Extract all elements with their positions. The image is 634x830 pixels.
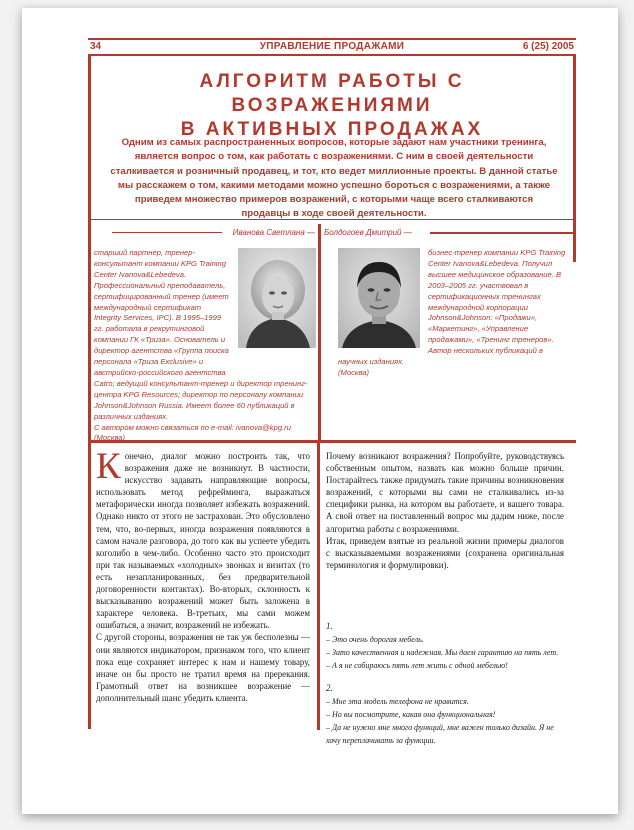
title-line-2: В АКТИВНЫХ ПРОДАЖАХ [180,119,484,140]
body-right-paragraph-2: Итак, приведем взятые из реальной жизни примеры диалогов с высказываемыми возражениями (сохранена оригинальная терминология и формулировки). [326,535,564,570]
author-city-right: (Москва) [338,367,370,377]
body-right-paragraph-1: Почему возникают возражения? Попробуйте, руководствуясь собственным опытом, назвать как можно больше причин. Постарайтесь также придумать такие причины возникновения возражений, с которыми вы сами не сталкивались из-за специфики рынка, на котором вы работаете, и вашего товара. А свой ответ на поставленный вопрос мы дадим ниже, после алгоритма работы с возражениями. [326,451,564,534]
author-contact-left: С автором можно связаться по e-mail: ivanova@kpg.ru [94,422,291,432]
portrait-man-icon [338,248,420,348]
running-header [88,38,576,56]
body-column-right [326,450,564,571]
title-line-1: АЛГОРИТМ РАБОТЫ С ВОЗРАЖЕНИЯМИ [199,71,465,116]
body-left-paragraph-1-text: онечно, диалог можно построить так, что возражения даже не возникнут. В частности, искусство задавать направляющие вопросы, использовать метод рефрейминга, выражаться метафорически иногда позволяет избежать возражений. Однако никто от этого не застрахован. Это обусловлено тем, что, во-первых, иногда возражения появляются в самом начале разговора, до того как вы успеете убедить коголибо в чем-либо. Особенно часто это происходит при так называемых «холодных» звонках и визитах (то есть незапланированных, без предварительной договоренности контактах). Во-вторых, склонность к высказыванию возражений может быть заложена в характере человека. В-третьих, мы сами можем ошибаться, а значит, возражений не избежать. [96,451,310,631]
example-2-line-2: – Но вы посмотрите, какая она функциональная! [326,710,496,719]
section-name: УПРАВЛЕНИЕ ПРОДАЖАМИ [259,41,405,52]
divider-authors-center [318,224,321,440]
portrait-woman-icon [238,248,316,348]
body-left-paragraph-1 [96,446,310,631]
example-2-line-1: – Мне эта модель телефона не нравится. [326,697,469,706]
example-1-line-2: – Зато качественная и надежная. Мы даем гарантию на пять лет. [326,648,559,657]
body-left-paragraph-2: С другой стороны, возражения не так уж бесполезны — они являются индикатором, признаком того, что клиент пока еще сохраняет интерес к нам и нашему товару, иначе он бы просто не тратил время на пререкания. Грамотный ответ на возникшее возражение — дополнительный шанс убедить клиента. [96,632,310,703]
drop-cap: К [96,446,121,487]
author-photo-left [238,248,316,348]
divider-author-names-left [112,232,222,233]
article-lead: Одним из самых распространенных вопросов, которые задают нам участники тренинга, является вопрос о том, как работать с возражениями. С ним в своей деятельности сталкивается и розничный продавец, и тот, кто ведет миллионные проекты. В данной статье мы расскажем о том, какими методами можно успешно бороться с возражениями, а также приведем множество примеров возражений, с которыми чаще всего сталкиваются продавцы в ходе своей деятельности. [110,137,558,220]
author-name-right: Болдогоев Дмитрий — [324,228,412,237]
frame-rule-left [88,56,91,729]
body-column-left [96,446,310,704]
example-1-number: 1. [326,621,333,631]
example-2-line-3: – Да не нужно мне много функций, мне важен только дизайн. Я не хочу переплачивать за функции. [326,723,554,745]
issue-number: 6 (25) 2005 [522,41,574,52]
example-1-line-3: – А я не собираюсь пять лет жить с одной мебелью! [326,661,508,670]
article-title [102,70,562,142]
example-dialogs [326,620,564,747]
author-bio-right-text: бизнес-тренер компании KPG Training Center Ivanova&Lebedeva. Получил высшее медицинское образование. В 2003–2005 гг. участвовал в сертификационных тренингах международной корпорации Johnson&Johnson: «Продажи», «Маркетинг», «Управление продажами», «Тренинг тренеров». Автор нескольких публикаций в научных изданиях. [338,248,566,367]
author-city-left: (Москва) [94,433,126,443]
author-name-left: Иванова Светлана — [232,228,315,237]
author-bio-left-text: старший партнер, тренер-консультант компании KPG Training Center Ivanova&Lebedeva. Профессиональный преподаватель, сертифицированный тренер (имеет международный сертификат Integrity Services, IPC). В 1995–1999 гг. работала в рекрутинговой компании ГК «Триза». Основатель и директор агентства «Группа поиска персонала «Триза Exclusive» и австрийско-российского агентства Catro; ведущий консультант-тренер и директор тренинг-центра KPG Resources; директор по персоналу компании Johnson&Johnson Russia. Имеет более 60 публикаций в различных изданиях. [94,248,308,421]
example-1-line-1: – Это очень дорогая мебель. [326,635,424,644]
author-photo-right [338,248,420,348]
divider-author-names-right [430,232,576,234]
example-2-number: 2. [326,683,333,693]
magazine-page [22,8,618,814]
page-number: 34 [90,41,102,52]
divider-body-columns [317,440,320,730]
